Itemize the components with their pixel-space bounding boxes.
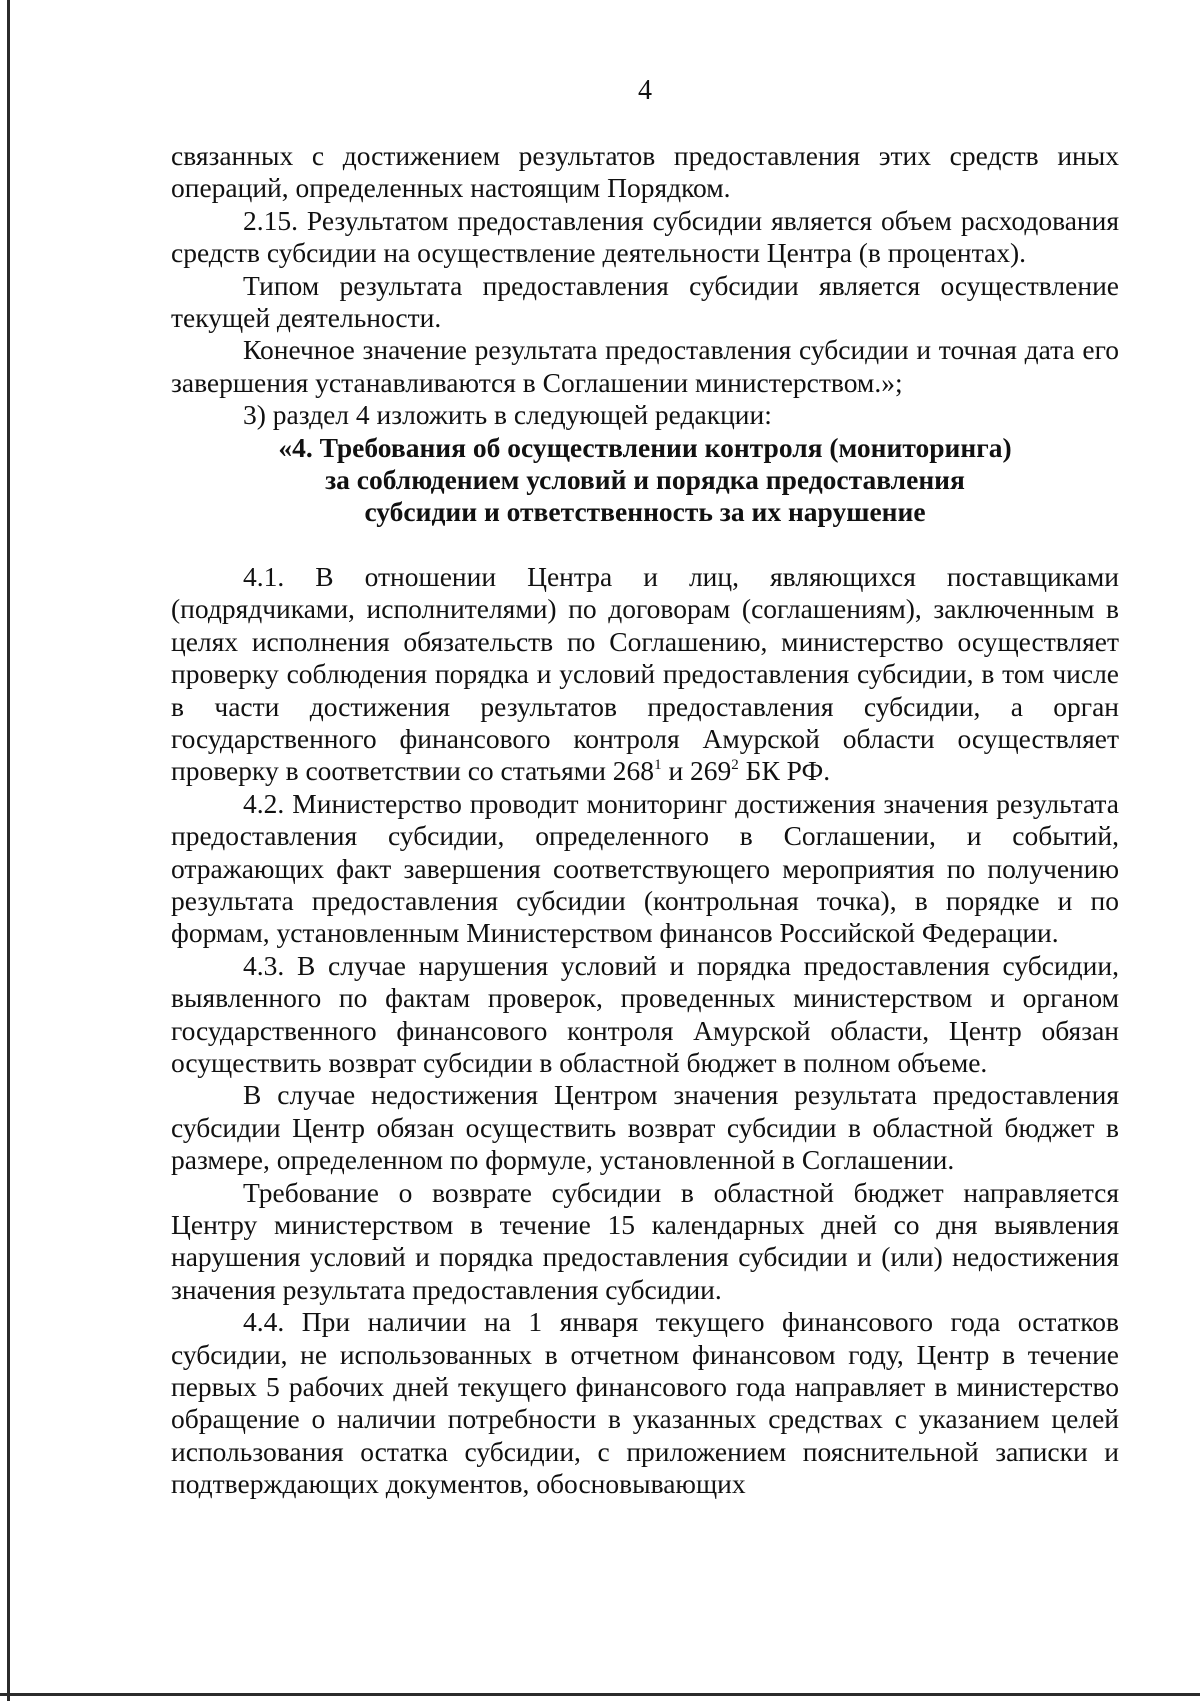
heading-spacer	[171, 529, 1119, 561]
heading-line-1: «4. Требования об осуществлении контроля (мониторинга)	[278, 431, 1012, 463]
footnote-mark-2: 2	[731, 757, 739, 774]
paragraph-2-15: 2.15. Результатом предоставления субсидии является объем расходования средств субсидии на осуществление деятельности Центра (в процентах).	[171, 204, 1119, 269]
paragraph-refund-requirement: Требование о возврате субсидии в областной бюджет направляется Центру министерством в течение 15 календарных дней со дня выявления нарушения условий и порядка предоставления субсидии и (или) недостижения значения результата предоставления субсидии.	[171, 1176, 1119, 1305]
paragraph-non-achievement: В случае недостижения Центром значения результата предоставления субсидии Центр обязан осуществить возврат субсидии в областной бюджет в размере, определенном по формуле, установленной в Соглашении.	[171, 1079, 1119, 1176]
page-number: 4	[638, 75, 652, 106]
paragraph-4-1-end: БК РФ.	[738, 755, 831, 787]
heading-line-3: субсидии и ответственность за их нарушение	[364, 496, 926, 528]
paragraph-4-2: 4.2. Министерство проводит мониторинг достижения значения результата предоставления субсидии, определенного в Соглашении, и событий, отражающих факт завершения соответствующего мероприятия по получению результата предоставления субсидии (контрольная точка), в порядке и по формам, установленным Министерством финансов Российской Федерации.	[171, 787, 1119, 949]
scan-edge-bottom	[0, 1693, 1200, 1696]
scan-edge-left	[7, 0, 10, 1701]
footnote-mark-1: 1	[654, 757, 662, 774]
paragraph-final-value: Конечное значение результата предоставления субсидии и точная дата его завершения устанавливаются в Соглашении министерством.»;	[171, 334, 1119, 398]
document-body	[171, 140, 1119, 1501]
paragraph-4-1-text: 4.1. В отношении Центра и лиц, являющихся поставщиками (подрядчиками, исполнителями) по договорам (соглашениям), заключенным в целях исполнения обязательств по Соглашению, министерство осуществляет проверку соблюдения порядка и условий предоставления субсидии, в том числе в части достижения результатов предоставления субсидии, а орган государственного финансового контроля Амурской области осуществляет проверку в соответствии со статьями 268	[171, 560, 1119, 787]
paragraph-4-3: 4.3. В случае нарушения условий и порядка предоставления субсидии, выявленного по фактам проверок, проведенных министерством и органом государственного финансового контроля Амурской области, Центр обязан осуществить возврат субсидии в областной бюджет в полном объеме.	[171, 949, 1119, 1078]
section-4-heading	[171, 432, 1119, 529]
paragraph-4-1-mid: и 269	[661, 755, 732, 787]
paragraph-4-1	[171, 561, 1119, 788]
paragraph-result-type: Типом результата предоставления субсидии является осуществление текущей деятельности.	[171, 269, 1119, 334]
paragraph-4-4: 4.4. При наличии на 1 января текущего финансового года остатков субсидии, не использованных в отчетном финансовом году, Центр в течение первых 5 рабочих дней текущего финансового года направляет в министерство обращение о наличии потребности в указанных средствах с указанием целей использования остатка субсидии, с приложением пояснительной записки и подтверждающих документов, обосновывающих	[171, 1306, 1119, 1500]
heading-line-2: за соблюдением условий и порядка предоставления	[325, 464, 965, 496]
paragraph-continuation: связанных с достижением результатов предоставления этих средств иных операций, определенных настоящим Порядком.	[171, 140, 1119, 204]
paragraph-section-4-edit: 3) раздел 4 изложить в следующей редакции:	[243, 399, 772, 431]
